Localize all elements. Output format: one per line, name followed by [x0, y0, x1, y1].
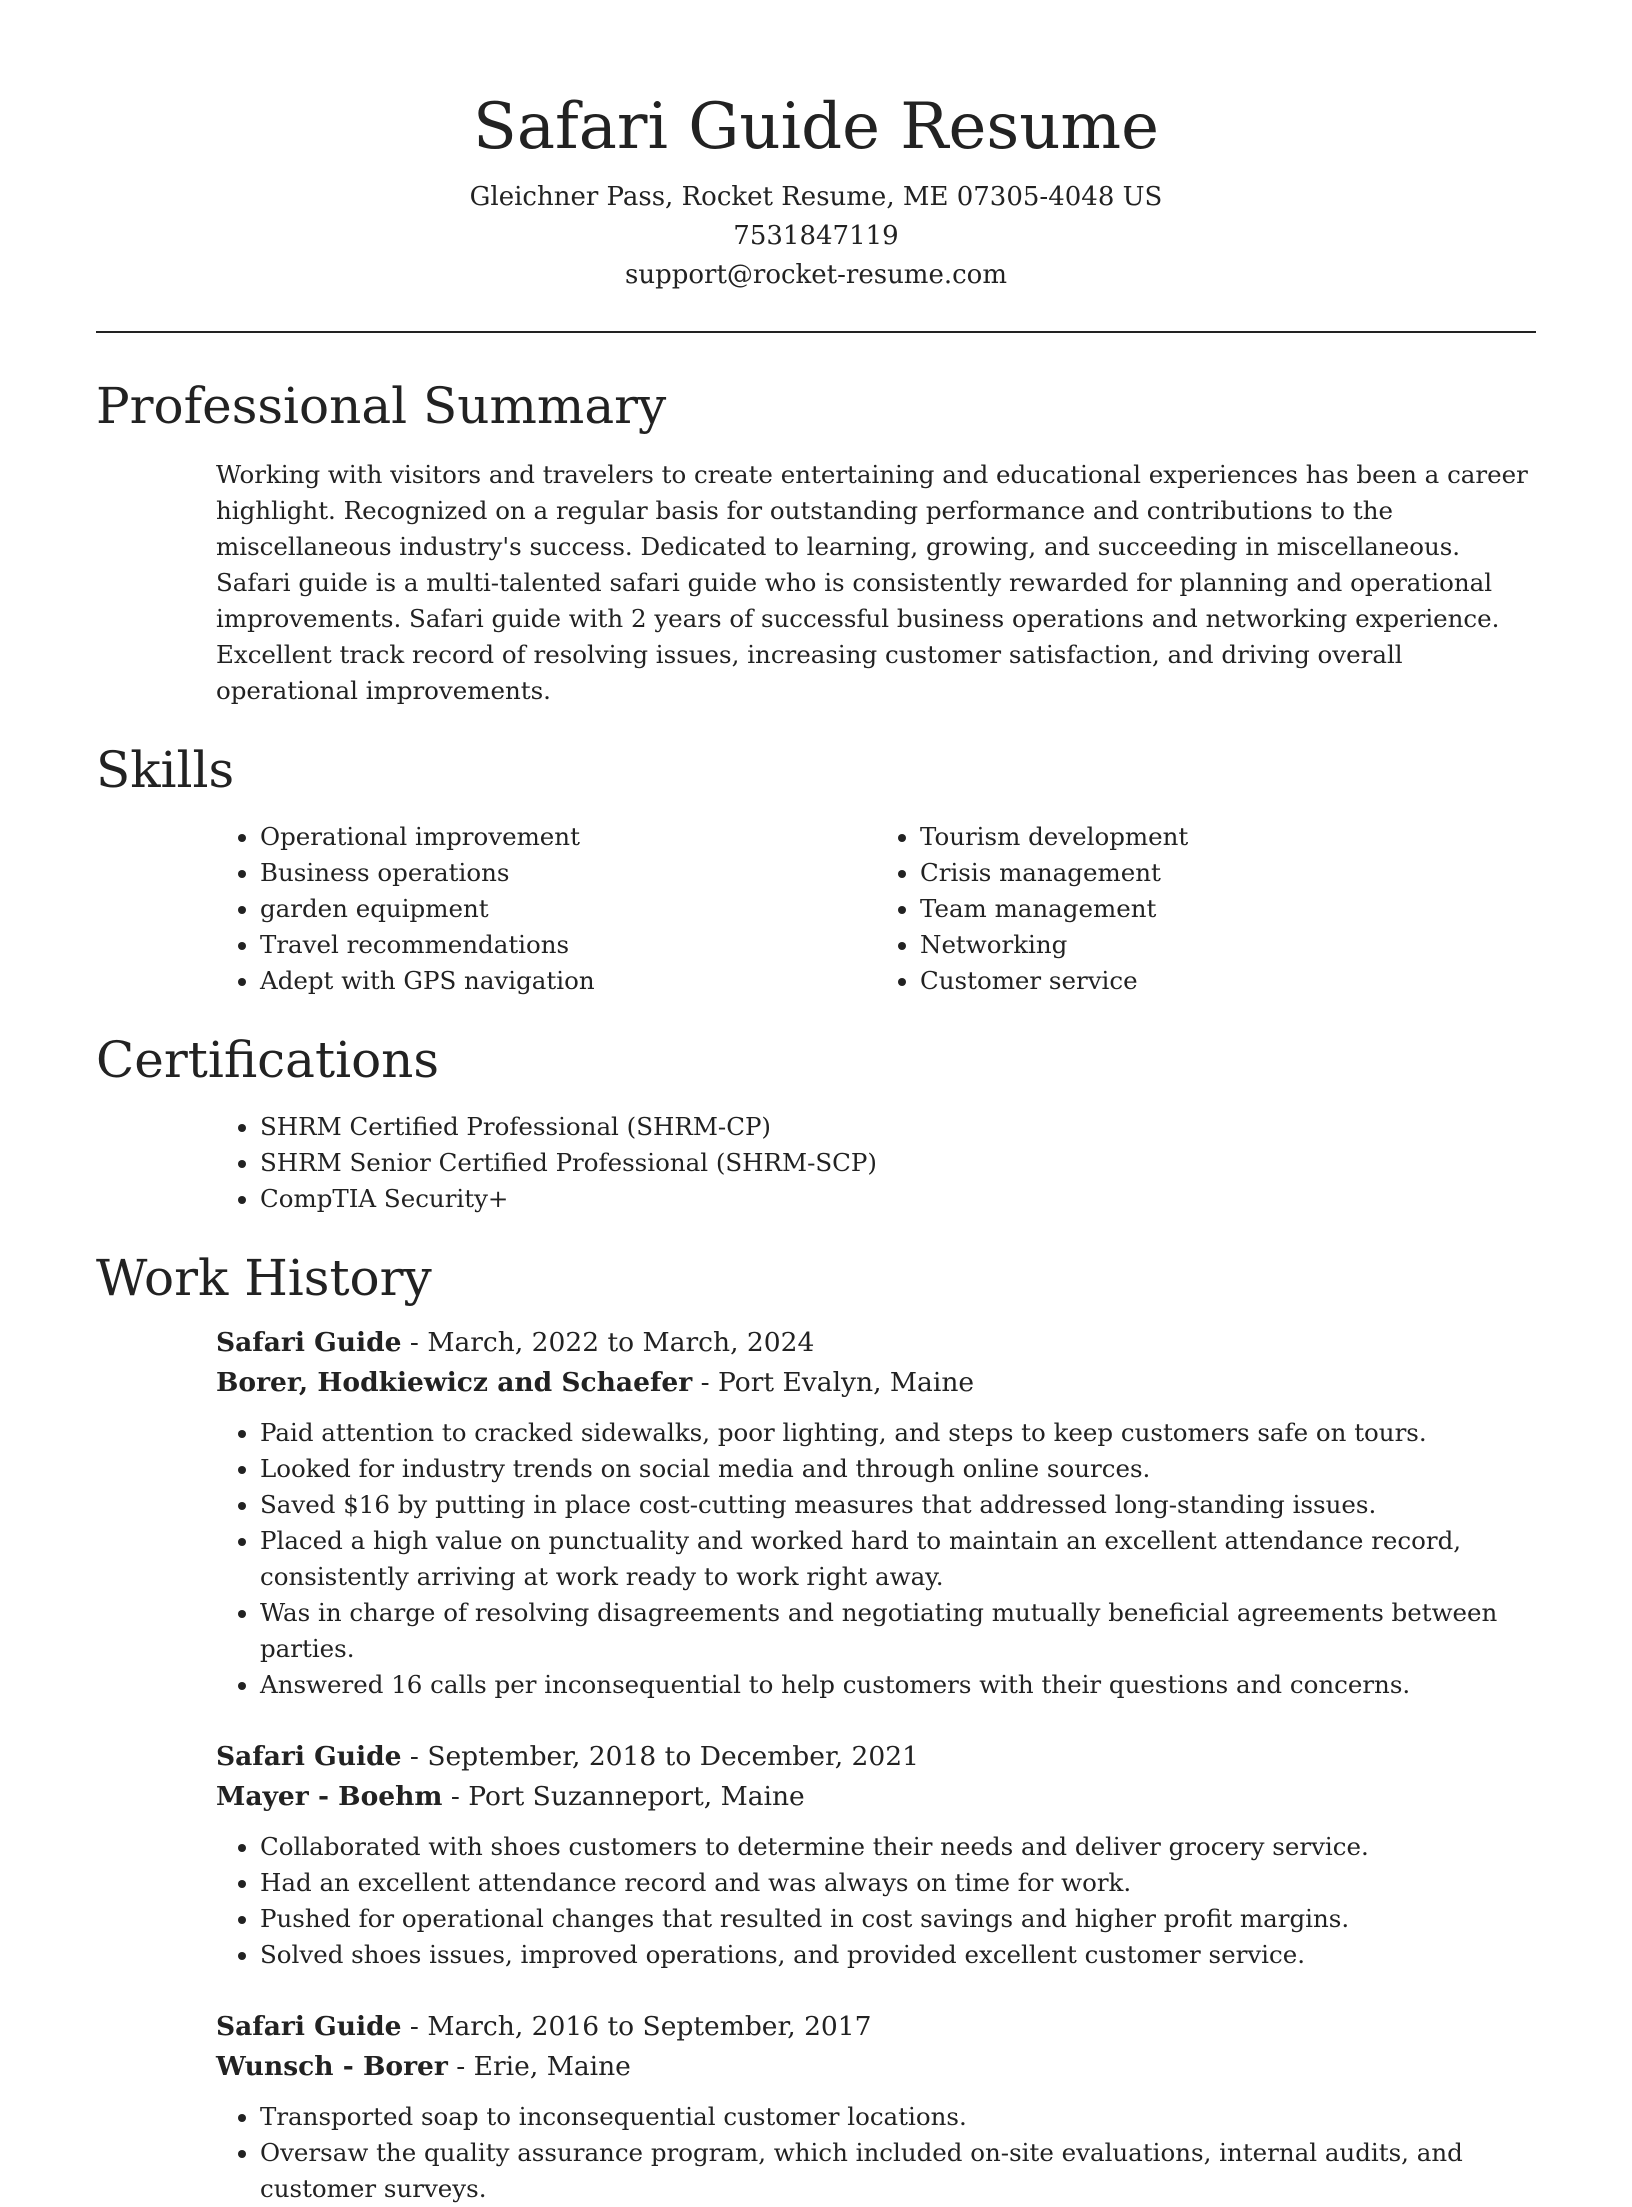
list-item: • SHRM Senior Certified Professional (SHRM-SCP) — [260, 1145, 1536, 1181]
contact-email: support@rocket-resume.com — [624, 260, 1007, 290]
job-title-line — [216, 2007, 1536, 2047]
separator: - — [442, 1781, 469, 1812]
skills-heading: Skills — [96, 741, 235, 799]
skills-section — [96, 739, 1536, 999]
list-item: • SHRM Certified Professional (SHRM-CP) — [260, 1109, 1536, 1145]
job-entry — [216, 1323, 1536, 1703]
header-divider — [96, 331, 1536, 333]
list-item: • Crisis management — [920, 855, 1536, 891]
job-bullets — [216, 1829, 1536, 1973]
list-item: • Tourism development — [920, 819, 1536, 855]
job-title: Safari Guide — [216, 1327, 402, 1358]
separator: - — [447, 2051, 474, 2082]
list-item: • Team management — [920, 891, 1536, 927]
job-company-line — [216, 1363, 1536, 1403]
list-item: • Saved $16 by putting in place cost-cutting measures that addressed long-standing issues. — [260, 1487, 1536, 1523]
job-location: Port Evalyn, Maine — [718, 1367, 975, 1398]
list-item: • Business operations — [260, 855, 876, 891]
list-item: • Networking — [920, 927, 1536, 963]
separator: - — [401, 2011, 428, 2042]
list-item: • Looked for industry trends on social media and through online sources. — [260, 1451, 1536, 1487]
list-item: • Paid attention to cracked sidewalks, poor lighting, and steps to keep customers safe on tours. — [260, 1415, 1536, 1451]
work-history-heading: Work History — [96, 1249, 432, 1307]
job-company: Borer, Hodkiewicz and Schaefer — [216, 1367, 693, 1398]
list-item: • Transported soap to inconsequential customer locations. — [260, 2099, 1536, 2135]
contact-block — [96, 178, 1536, 295]
summary-heading: Professional Summary — [96, 377, 667, 435]
job-company-line — [216, 2047, 1536, 2087]
job-title: Safari Guide — [216, 2011, 402, 2042]
list-item: • Operational improvement — [260, 819, 876, 855]
job-company: Mayer - Boehm — [216, 1781, 443, 1812]
job-dates: September, 2018 to December, 2021 — [427, 1741, 919, 1772]
skills-left-list — [216, 819, 876, 999]
job-title-line — [216, 1323, 1536, 1363]
skills-columns — [216, 819, 1536, 999]
list-item: • Placed a high value on punctuality and worked hard to maintain an excellent attendance record, consistently arriving at work ready to work right away. — [260, 1523, 1536, 1595]
list-item: • Had an excellent attendance record and was always on time for work. — [260, 1865, 1536, 1901]
list-item: • Adept with GPS navigation — [260, 963, 876, 999]
job-company-line — [216, 1777, 1536, 1817]
job-title-line — [216, 1737, 1536, 1777]
job-dates: March, 2022 to March, 2024 — [427, 1327, 815, 1358]
separator: - — [401, 1741, 428, 1772]
contact-phone: 7531847119 — [733, 221, 899, 251]
list-item: • garden equipment — [260, 891, 876, 927]
separator: - — [401, 1327, 428, 1358]
job-location: Erie, Maine — [473, 2051, 631, 2082]
job-bullets — [216, 2099, 1536, 2207]
work-history-section — [96, 1247, 1536, 2207]
job-title: Safari Guide — [216, 1741, 402, 1772]
separator: - — [692, 1367, 718, 1398]
list-item: • Customer service — [920, 963, 1536, 999]
list-item: • Travel recommendations — [260, 927, 876, 963]
contact-address: Gleichner Pass, Rocket Resume, ME 07305-4048 US — [469, 182, 1163, 212]
job-dates: March, 2016 to September, 2017 — [427, 2011, 872, 2042]
list-item: • CompTIA Security+ — [260, 1181, 1536, 1217]
summary-text: Working with visitors and travelers to create entertaining and educational experiences has been a career highlight. Recognized on a regular basis for outstanding performance and contributions to the miscellaneous industry's success. Dedicated to learning, growing, and succeeding in miscellaneous. Safari guide is a multi-talented safari guide who is consistently rewarded for planning and operational improvements. Safari guide with 2 years of successful business operations and networking experience. Excellent track record of resolving issues, increasing customer satisfaction, and driving overall operational improvements. — [216, 460, 1528, 705]
list-item: • Solved shoes issues, improved operations, and provided excellent customer service. — [260, 1937, 1536, 1973]
job-location: Port Suzanneport, Maine — [468, 1781, 805, 1812]
certifications-block — [216, 1109, 1536, 1217]
certifications-heading: Certifications — [96, 1031, 440, 1089]
resume-page — [96, 0, 1536, 2203]
list-item: • Oversaw the quality assurance program, which included on-site evaluations, internal audits, and customer surveys. — [260, 2135, 1536, 2207]
list-item: • Collaborated with shoes customers to determine their needs and deliver grocery service. — [260, 1829, 1536, 1865]
job-entry — [216, 1737, 1536, 1973]
job-bullets — [216, 1415, 1536, 1703]
list-item: • Pushed for operational changes that resulted in cost savings and higher profit margins. — [260, 1901, 1536, 1937]
skills-right-list — [876, 819, 1536, 999]
summary-section — [96, 375, 1536, 709]
list-item: • Was in charge of resolving disagreements and negotiating mutually beneficial agreements between parties. — [260, 1595, 1536, 1667]
resume-title: Safari Guide Resume — [473, 90, 1159, 164]
certifications-list — [216, 1109, 1536, 1217]
job-company: Wunsch - Borer — [216, 2051, 448, 2082]
job-entry — [216, 2007, 1536, 2207]
list-item: • Answered 16 calls per inconsequential to help customers with their questions and concerns. — [260, 1667, 1536, 1703]
certifications-section — [96, 1029, 1536, 1217]
